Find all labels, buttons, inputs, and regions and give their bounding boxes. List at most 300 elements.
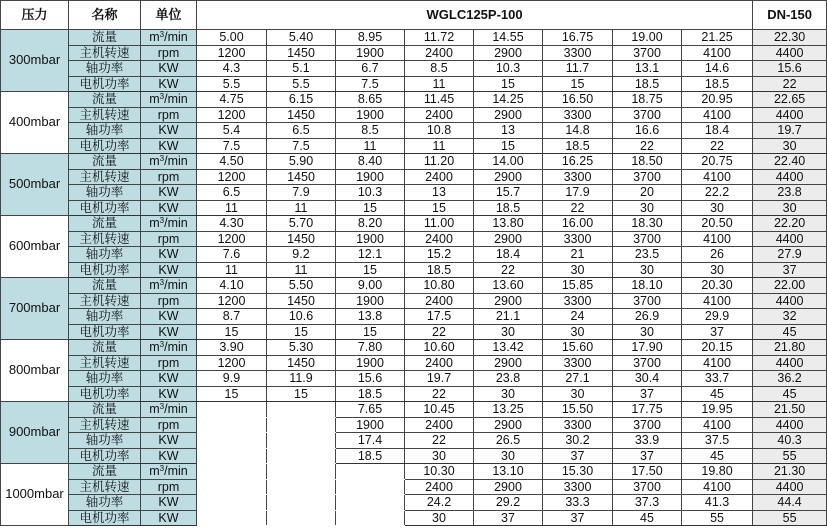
table-body xyxy=(1,30,827,526)
param-label: 电机功率 xyxy=(69,448,141,464)
unit-label: KW xyxy=(141,61,197,77)
value-cell: 2900 xyxy=(474,231,543,247)
value-cell: 45 xyxy=(682,448,753,464)
value-cell xyxy=(267,495,336,511)
value-cell: 4400 xyxy=(753,417,827,433)
value-cell: 11 xyxy=(197,262,267,278)
value-cell: 6.5 xyxy=(267,123,336,139)
value-cell: 30.2 xyxy=(543,433,613,449)
value-cell: 27.9 xyxy=(753,247,827,263)
value-cell: 4100 xyxy=(682,107,753,123)
param-label: 流量 xyxy=(69,464,141,480)
value-cell: 4400 xyxy=(753,293,827,309)
superscript-3: 3 xyxy=(159,216,165,225)
table-row xyxy=(1,123,827,139)
value-cell: 2400 xyxy=(405,169,474,185)
value-cell xyxy=(197,433,267,449)
value-cell: 2900 xyxy=(474,417,543,433)
value-cell: 16.6 xyxy=(613,123,682,139)
table-row xyxy=(1,30,827,46)
value-cell: 3300 xyxy=(543,45,613,61)
unit-label: KW xyxy=(141,433,197,449)
unit-label: KW xyxy=(141,262,197,278)
value-cell: 11.9 xyxy=(267,371,336,387)
value-cell: 13.10 xyxy=(474,464,543,480)
value-cell xyxy=(267,402,336,418)
value-cell: 11.72 xyxy=(405,30,474,46)
value-cell: 4100 xyxy=(682,169,753,185)
value-cell: 11 xyxy=(405,76,474,92)
value-cell: 15 xyxy=(197,386,267,402)
table-row xyxy=(1,386,827,402)
value-cell: 30 xyxy=(474,324,543,340)
table-row xyxy=(1,247,827,263)
value-cell xyxy=(267,417,336,433)
value-cell: 3300 xyxy=(543,231,613,247)
value-cell: 13.42 xyxy=(474,340,543,356)
unit-label: rpm xyxy=(141,479,197,495)
value-cell: 1450 xyxy=(267,293,336,309)
value-cell: 5.5 xyxy=(267,76,336,92)
value-cell: 5.4 xyxy=(197,123,267,139)
value-cell: 5.70 xyxy=(267,216,336,232)
param-label: 轴功率 xyxy=(69,61,141,77)
table-row xyxy=(1,154,827,170)
value-cell xyxy=(336,479,405,495)
value-cell: 22 xyxy=(682,138,753,154)
value-cell: 10.8 xyxy=(405,123,474,139)
value-cell: 2900 xyxy=(474,293,543,309)
param-label: 主机转速 xyxy=(69,107,141,123)
unit-label: KW xyxy=(141,448,197,464)
value-cell xyxy=(267,448,336,464)
value-cell: 7.65 xyxy=(336,402,405,418)
value-cell: 11 xyxy=(267,262,336,278)
value-cell: 3700 xyxy=(613,479,682,495)
value-cell xyxy=(267,433,336,449)
value-cell: 8.5 xyxy=(405,61,474,77)
table-row xyxy=(1,340,827,356)
value-cell: 2400 xyxy=(405,45,474,61)
value-cell: 8.7 xyxy=(197,309,267,325)
value-cell: 4400 xyxy=(753,479,827,495)
value-cell: 30 xyxy=(543,262,613,278)
value-cell: 7.9 xyxy=(267,185,336,201)
value-cell: 15.6 xyxy=(753,61,827,77)
value-cell: 18.30 xyxy=(613,216,682,232)
value-cell xyxy=(336,495,405,511)
value-cell xyxy=(336,464,405,480)
value-cell: 22 xyxy=(543,200,613,216)
value-cell: 18.75 xyxy=(613,92,682,108)
value-cell: 8.40 xyxy=(336,154,405,170)
value-cell: 1450 xyxy=(267,355,336,371)
value-cell: 23.8 xyxy=(753,185,827,201)
value-cell: 37 xyxy=(753,262,827,278)
value-cell: 7.6 xyxy=(197,247,267,263)
value-cell: 33.9 xyxy=(613,433,682,449)
value-cell: 4100 xyxy=(682,293,753,309)
value-cell xyxy=(336,510,405,526)
table-row xyxy=(1,138,827,154)
value-cell: 45 xyxy=(753,324,827,340)
value-cell: 1200 xyxy=(197,169,267,185)
value-cell: 22 xyxy=(405,433,474,449)
value-cell: 18.5 xyxy=(336,386,405,402)
unit-label: rpm xyxy=(141,417,197,433)
value-cell xyxy=(197,402,267,418)
value-cell: 13.1 xyxy=(613,61,682,77)
param-label: 主机转速 xyxy=(69,231,141,247)
value-cell: 17.5 xyxy=(405,309,474,325)
value-cell: 19.80 xyxy=(682,464,753,480)
value-cell: 1900 xyxy=(336,417,405,433)
superscript-3: 3 xyxy=(159,30,165,39)
value-cell: 15.6 xyxy=(336,371,405,387)
value-cell: 20.75 xyxy=(682,154,753,170)
value-cell: 2400 xyxy=(405,293,474,309)
value-cell: 13.60 xyxy=(474,278,543,294)
value-cell: 45 xyxy=(753,386,827,402)
table-row xyxy=(1,479,827,495)
param-label: 轴功率 xyxy=(69,433,141,449)
value-cell: 7.5 xyxy=(336,76,405,92)
value-cell: 15.30 xyxy=(543,464,613,480)
value-cell: 10.3 xyxy=(336,185,405,201)
value-cell: 3700 xyxy=(613,417,682,433)
value-cell: 41.3 xyxy=(682,495,753,511)
unit-label: $m^3/\min$ xyxy=(141,92,197,108)
value-cell: 15 xyxy=(197,324,267,340)
value-cell: 2900 xyxy=(474,107,543,123)
param-label: 主机转速 xyxy=(69,479,141,495)
value-cell: 37 xyxy=(474,510,543,526)
header-unit: 单位 xyxy=(141,1,197,30)
param-label: 主机转速 xyxy=(69,45,141,61)
value-cell: 18.50 xyxy=(613,154,682,170)
param-label: 轴功率 xyxy=(69,247,141,263)
table-row xyxy=(1,510,827,526)
unit-label: KW xyxy=(141,138,197,154)
param-label: 主机转速 xyxy=(69,169,141,185)
value-cell: 18.10 xyxy=(613,278,682,294)
value-cell: 14.55 xyxy=(474,30,543,46)
table-row xyxy=(1,355,827,371)
value-cell: 3700 xyxy=(613,355,682,371)
value-cell: 4.10 xyxy=(197,278,267,294)
value-cell: 37 xyxy=(613,386,682,402)
value-cell: 11.45 xyxy=(405,92,474,108)
table-row xyxy=(1,278,827,294)
header-row xyxy=(1,1,827,30)
value-cell: 11.7 xyxy=(543,61,613,77)
value-cell: 15 xyxy=(267,324,336,340)
param-label: 流量 xyxy=(69,216,141,232)
table-row xyxy=(1,45,827,61)
value-cell: 30 xyxy=(682,262,753,278)
value-cell: 45 xyxy=(613,510,682,526)
value-cell: 9.9 xyxy=(197,371,267,387)
table-row xyxy=(1,61,827,77)
value-cell: 4100 xyxy=(682,417,753,433)
value-cell: 3300 xyxy=(543,169,613,185)
value-cell: 30 xyxy=(753,138,827,154)
value-cell: 3300 xyxy=(543,293,613,309)
value-cell: 5.00 xyxy=(197,30,267,46)
value-cell: 20.50 xyxy=(682,216,753,232)
value-cell: 15.2 xyxy=(405,247,474,263)
unit-label: KW xyxy=(141,309,197,325)
value-cell: 30 xyxy=(474,448,543,464)
pressure-cell: 700mbar xyxy=(1,278,69,340)
value-cell: 13.8 xyxy=(336,309,405,325)
value-cell: 10.6 xyxy=(267,309,336,325)
value-cell xyxy=(197,495,267,511)
value-cell: 17.50 xyxy=(613,464,682,480)
value-cell: 4.50 xyxy=(197,154,267,170)
value-cell: 16.25 xyxy=(543,154,613,170)
param-label: 流量 xyxy=(69,402,141,418)
value-cell: 19.95 xyxy=(682,402,753,418)
value-cell: 26 xyxy=(682,247,753,263)
value-cell: 2900 xyxy=(474,169,543,185)
superscript-3: 3 xyxy=(159,278,165,287)
pressure-cell: 300mbar xyxy=(1,30,69,92)
unit-label: KW xyxy=(141,510,197,526)
value-cell: 20 xyxy=(613,185,682,201)
value-cell: 15 xyxy=(336,200,405,216)
value-cell: 17.9 xyxy=(543,185,613,201)
value-cell: 22 xyxy=(405,324,474,340)
table-row xyxy=(1,309,827,325)
table-row xyxy=(1,293,827,309)
value-cell: 13.25 xyxy=(474,402,543,418)
value-cell: 4100 xyxy=(682,479,753,495)
table-row xyxy=(1,324,827,340)
value-cell: 15.60 xyxy=(543,340,613,356)
value-cell: 22 xyxy=(405,386,474,402)
superscript-3: 3 xyxy=(159,402,165,411)
superscript-3: 3 xyxy=(159,340,165,349)
value-cell: 3300 xyxy=(543,479,613,495)
value-cell: 14.25 xyxy=(474,92,543,108)
value-cell: 18.4 xyxy=(474,247,543,263)
value-cell: 5.1 xyxy=(267,61,336,77)
unit-label: rpm xyxy=(141,169,197,185)
value-cell: 33.3 xyxy=(543,495,613,511)
value-cell: 30 xyxy=(474,386,543,402)
value-cell: 37 xyxy=(543,448,613,464)
value-cell: 14.00 xyxy=(474,154,543,170)
table-row xyxy=(1,417,827,433)
value-cell: 1900 xyxy=(336,45,405,61)
value-cell: 5.90 xyxy=(267,154,336,170)
value-cell: 1900 xyxy=(336,293,405,309)
value-cell: 5.40 xyxy=(267,30,336,46)
value-cell: 30 xyxy=(405,448,474,464)
param-label: 电机功率 xyxy=(69,200,141,216)
value-cell: 2900 xyxy=(474,45,543,61)
unit-label: KW xyxy=(141,123,197,139)
value-cell: 8.65 xyxy=(336,92,405,108)
value-cell xyxy=(267,510,336,526)
value-cell: 1200 xyxy=(197,231,267,247)
value-cell: 33.7 xyxy=(682,371,753,387)
table-row xyxy=(1,371,827,387)
table-row xyxy=(1,402,827,418)
value-cell: 30 xyxy=(613,200,682,216)
value-cell: 1200 xyxy=(197,45,267,61)
pressure-cell: 400mbar xyxy=(1,92,69,154)
value-cell: 19.00 xyxy=(613,30,682,46)
table-row xyxy=(1,76,827,92)
table-row xyxy=(1,185,827,201)
value-cell: 3300 xyxy=(543,107,613,123)
value-cell: 45 xyxy=(682,386,753,402)
value-cell: 22 xyxy=(753,76,827,92)
unit-label: KW xyxy=(141,200,197,216)
value-cell: 30 xyxy=(613,262,682,278)
value-cell: 8.20 xyxy=(336,216,405,232)
param-label: 主机转速 xyxy=(69,355,141,371)
value-cell: 11 xyxy=(405,138,474,154)
value-cell: 11 xyxy=(197,200,267,216)
value-cell: 30 xyxy=(543,324,613,340)
value-cell: 30 xyxy=(682,200,753,216)
value-cell: 40.3 xyxy=(753,433,827,449)
value-cell: 22.30 xyxy=(753,30,827,46)
value-cell: 30 xyxy=(405,510,474,526)
value-cell: 36.2 xyxy=(753,371,827,387)
value-cell xyxy=(197,479,267,495)
unit-label: $m^3/\min$ xyxy=(141,278,197,294)
value-cell: 20.30 xyxy=(682,278,753,294)
value-cell: 8.95 xyxy=(336,30,405,46)
value-cell: 15.85 xyxy=(543,278,613,294)
value-cell: 55 xyxy=(753,448,827,464)
unit-label: $m^3/\min$ xyxy=(141,402,197,418)
value-cell: 26.5 xyxy=(474,433,543,449)
value-cell: 7.80 xyxy=(336,340,405,356)
value-cell: 44.4 xyxy=(753,495,827,511)
value-cell: 21.80 xyxy=(753,340,827,356)
value-cell: 15 xyxy=(267,386,336,402)
value-cell: 6.5 xyxy=(197,185,267,201)
table-row xyxy=(1,216,827,232)
value-cell: 22 xyxy=(474,262,543,278)
value-cell: 15 xyxy=(336,324,405,340)
unit-label: $m^3/\min$ xyxy=(141,340,197,356)
value-cell: 4400 xyxy=(753,45,827,61)
value-cell xyxy=(197,417,267,433)
value-cell: 16.75 xyxy=(543,30,613,46)
unit-label: KW xyxy=(141,495,197,511)
value-cell: 18.5 xyxy=(336,448,405,464)
value-cell: 10.3 xyxy=(474,61,543,77)
value-cell: 4.30 xyxy=(197,216,267,232)
value-cell xyxy=(197,510,267,526)
value-cell: 2400 xyxy=(405,107,474,123)
value-cell: 1200 xyxy=(197,107,267,123)
value-cell: 6.7 xyxy=(336,61,405,77)
unit-label: rpm xyxy=(141,355,197,371)
param-label: 轴功率 xyxy=(69,309,141,325)
value-cell: 23.8 xyxy=(474,371,543,387)
param-label: 电机功率 xyxy=(69,510,141,526)
unit-label: KW xyxy=(141,324,197,340)
pressure-cell: 1000mbar xyxy=(1,464,69,526)
value-cell: 2400 xyxy=(405,231,474,247)
table-row xyxy=(1,169,827,185)
value-cell: 22.40 xyxy=(753,154,827,170)
param-label: 电机功率 xyxy=(69,76,141,92)
value-cell: 4400 xyxy=(753,169,827,185)
value-cell: 4400 xyxy=(753,355,827,371)
value-cell: 15.50 xyxy=(543,402,613,418)
value-cell: 22.20 xyxy=(753,216,827,232)
value-cell: 37 xyxy=(682,324,753,340)
param-label: 电机功率 xyxy=(69,138,141,154)
value-cell: 5.5 xyxy=(197,76,267,92)
value-cell: 37 xyxy=(543,510,613,526)
value-cell: 55 xyxy=(682,510,753,526)
value-cell: 21.50 xyxy=(753,402,827,418)
superscript-3: 3 xyxy=(159,92,165,101)
value-cell: 4100 xyxy=(682,45,753,61)
pressure-cell: 500mbar xyxy=(1,154,69,216)
value-cell: 21.1 xyxy=(474,309,543,325)
unit-label: $m^3/\min$ xyxy=(141,30,197,46)
unit-label: rpm xyxy=(141,45,197,61)
value-cell: 2400 xyxy=(405,355,474,371)
value-cell: 4400 xyxy=(753,107,827,123)
value-cell: 4.75 xyxy=(197,92,267,108)
value-cell: 13 xyxy=(405,185,474,201)
value-cell: 6.15 xyxy=(267,92,336,108)
table-row xyxy=(1,200,827,216)
header-last-model: DN-150 xyxy=(753,1,827,30)
value-cell: 30.4 xyxy=(613,371,682,387)
value-cell: 17.75 xyxy=(613,402,682,418)
value-cell: 18.5 xyxy=(543,138,613,154)
param-label: 流量 xyxy=(69,154,141,170)
value-cell: 1450 xyxy=(267,231,336,247)
value-cell: 20.95 xyxy=(682,92,753,108)
value-cell: 15 xyxy=(543,76,613,92)
value-cell: 37.3 xyxy=(613,495,682,511)
value-cell: 11 xyxy=(336,138,405,154)
value-cell: 20.15 xyxy=(682,340,753,356)
value-cell: 16.50 xyxy=(543,92,613,108)
param-label: 主机转速 xyxy=(69,293,141,309)
value-cell: 2400 xyxy=(405,417,474,433)
pressure-cell: 600mbar xyxy=(1,216,69,278)
table-row xyxy=(1,433,827,449)
param-label: 流量 xyxy=(69,278,141,294)
param-label: 电机功率 xyxy=(69,386,141,402)
param-label: 轴功率 xyxy=(69,495,141,511)
table-row xyxy=(1,107,827,123)
unit-label: KW xyxy=(141,371,197,387)
value-cell: 4100 xyxy=(682,355,753,371)
value-cell: 17.4 xyxy=(336,433,405,449)
value-cell: 1450 xyxy=(267,107,336,123)
value-cell: 18.5 xyxy=(682,76,753,92)
table-row xyxy=(1,92,827,108)
value-cell: 1900 xyxy=(336,231,405,247)
unit-label: KW xyxy=(141,185,197,201)
value-cell: 10.45 xyxy=(405,402,474,418)
